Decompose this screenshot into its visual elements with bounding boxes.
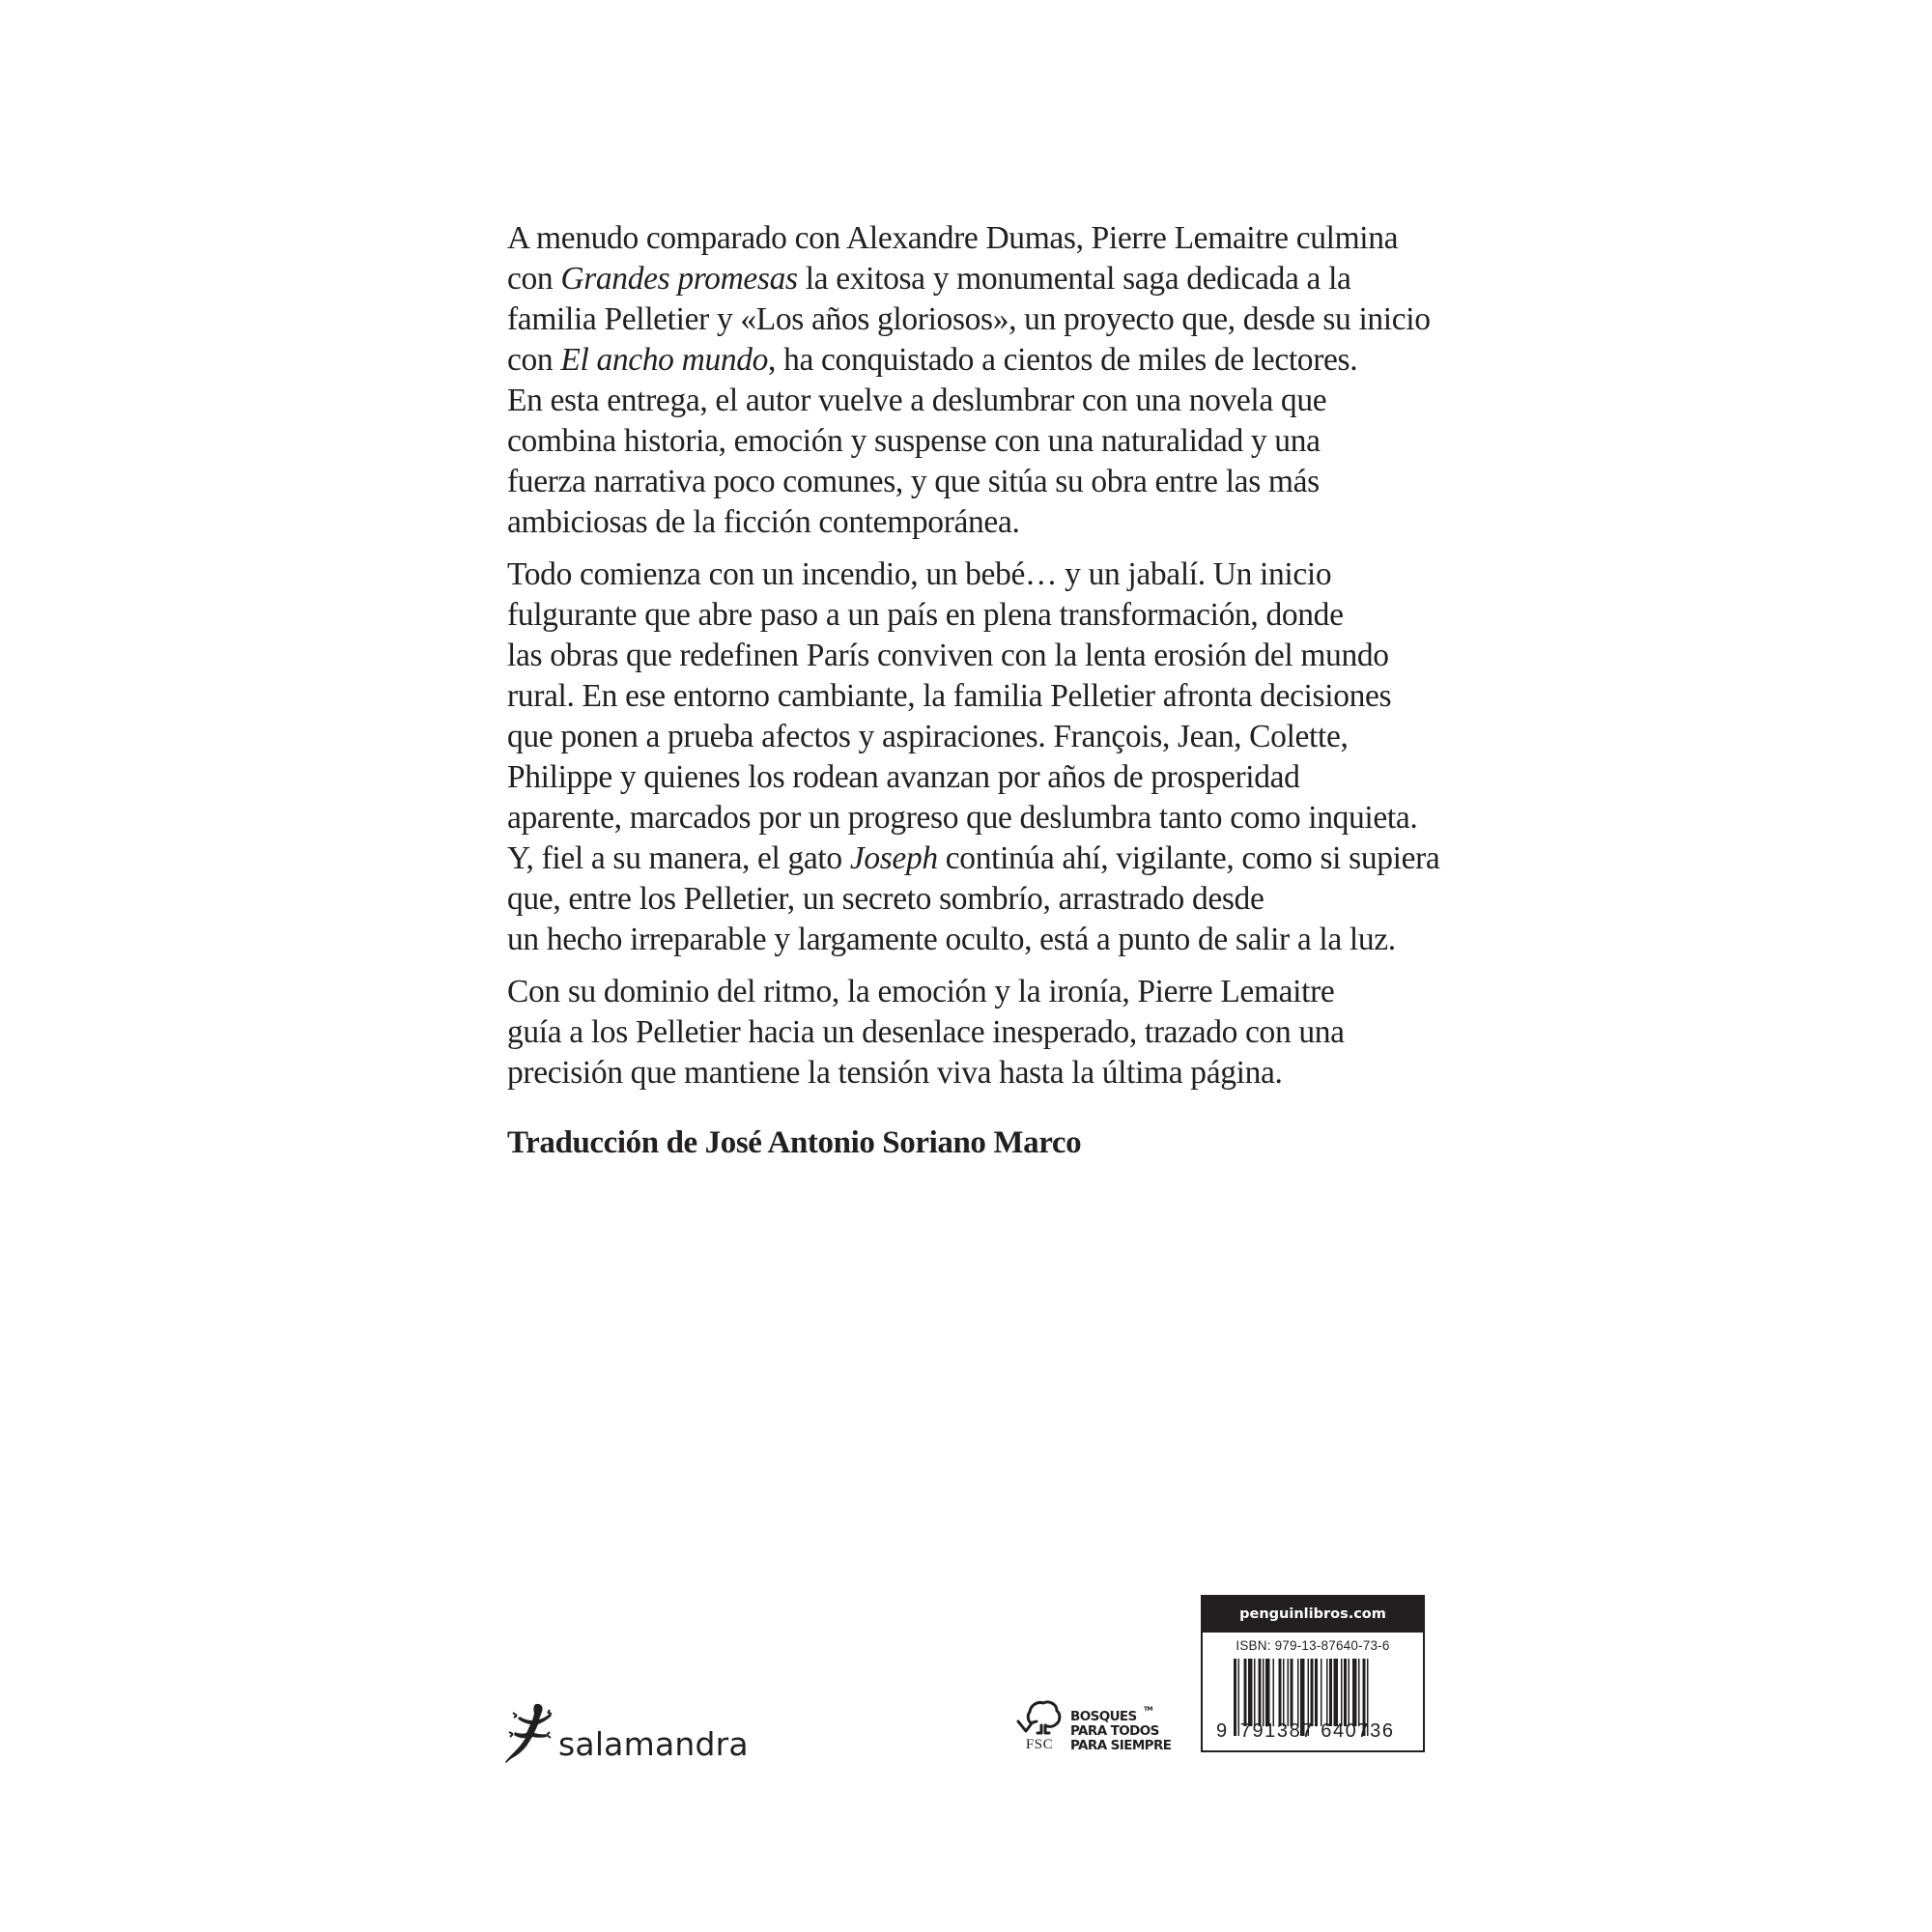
text-segment: que ponen a prueba afectos y aspiraciones. François, Jean, Colette, xyxy=(507,719,1349,754)
blurb-paragraph xyxy=(507,554,1440,960)
website-label: penguinlibros.com xyxy=(1203,1597,1423,1633)
text-segment: combina historia, emoción y suspense con una naturalidad y una xyxy=(507,423,1321,459)
text-segment: rural. En ese entorno cambiante, la familia Pelletier afronta decisiones xyxy=(507,678,1392,714)
text-segment: aparente, marcados por un progreso que deslumbra tanto como inquieta. xyxy=(507,800,1418,836)
italic-title: Grandes promesas xyxy=(560,261,798,297)
text-line xyxy=(507,636,1407,676)
text-segment: Y, fiel a su manera, el gato xyxy=(507,840,850,876)
fsc-tagline-line: PARA TODOS xyxy=(1070,1723,1159,1739)
barcode-digits xyxy=(1216,1720,1395,1743)
text-line xyxy=(507,798,1418,838)
fsc-label: FSC xyxy=(1025,1737,1054,1752)
text-line xyxy=(507,1053,1407,1094)
italic-title: El ancho mundo xyxy=(560,342,769,378)
text-segment: que, entre los Pelletier, un secreto sombrío, arrastrado desde xyxy=(507,881,1264,917)
text-line xyxy=(507,757,1407,798)
text-segment: precisión que mantiene la tensión viva hasta la última página. xyxy=(507,1055,1283,1091)
text-line xyxy=(507,717,1407,757)
text-line xyxy=(507,218,1407,259)
blurb-text xyxy=(507,218,1440,1105)
text-segment: Todo comienza con un incendio, un bebé… y un jabalí. Un inicio xyxy=(507,556,1332,592)
text-segment: En esta entrega, el autor vuelve a deslumbrar con una novela que xyxy=(507,383,1327,418)
fsc-logo xyxy=(1016,1698,1171,1753)
text-line xyxy=(507,676,1407,717)
text-line xyxy=(507,554,1407,595)
barcode-block xyxy=(1201,1595,1425,1752)
text-line xyxy=(507,340,1407,381)
blurb-paragraph xyxy=(507,218,1431,543)
text-line xyxy=(507,462,1407,502)
text-segment: las obras que redefinen París conviven con la lenta erosión del mundo xyxy=(507,638,1389,673)
text-segment: un hecho irreparable y largamente oculto, está a punto de salir a la luz. xyxy=(507,922,1396,957)
text-segment: familia Pelletier y «Los años gloriosos», un proyecto que, desde su inicio xyxy=(507,301,1431,337)
publisher-logo xyxy=(504,1702,749,1764)
text-segment: con xyxy=(507,342,561,378)
trademark-mark: TM xyxy=(1144,1706,1152,1713)
translator-credit: Traducción de José Antonio Soriano Marco xyxy=(507,1125,1082,1160)
barcode-number: 791387 640736 xyxy=(1239,1720,1395,1742)
text-line xyxy=(507,879,1407,920)
fsc-tagline xyxy=(1070,1706,1172,1753)
italic-title: Joseph xyxy=(849,840,938,876)
text-line xyxy=(507,595,1407,636)
text-segment: , ha conquistado a cientos de miles de lectores. xyxy=(768,342,1358,378)
text-segment: Philippe y quienes los rodean avanzan por años de prosperidad xyxy=(507,759,1300,795)
text-line xyxy=(507,299,1431,340)
text-segment: fulgurante que abre paso a un país en plena transformación, donde xyxy=(507,597,1344,633)
fsc-tagline-line: BOSQUES xyxy=(1070,1709,1137,1724)
salamander-icon xyxy=(504,1702,553,1764)
text-line xyxy=(507,259,1407,299)
barcode-first-digit: 9 xyxy=(1216,1720,1229,1742)
text-line xyxy=(507,1012,1407,1053)
text-line xyxy=(507,972,1407,1012)
text-segment: A menudo comparado con Alexandre Dumas, Pierre Lemaitre culmina xyxy=(507,220,1399,256)
text-segment: la exitosa y monumental saga dedicada a la xyxy=(797,261,1351,297)
text-segment: fuerza narrativa poco comunes, y que sitúa su obra entre las más xyxy=(507,464,1320,499)
text-line xyxy=(507,502,1407,543)
text-line xyxy=(507,920,1407,960)
text-line xyxy=(507,381,1407,421)
text-segment: con xyxy=(507,261,561,297)
text-line xyxy=(507,421,1407,462)
text-segment: Con su dominio del ritmo, la emoción y la ironía, Pierre Lemaitre xyxy=(507,974,1335,1009)
text-segment: ambiciosas de la ficción contemporánea. xyxy=(507,504,1020,540)
fsc-tree-check-icon xyxy=(1016,1698,1063,1739)
text-line xyxy=(507,838,1440,879)
isbn-label: ISBN: 979-13-87640-73-6 xyxy=(1236,1638,1390,1653)
text-segment: guía a los Pelletier hacia un desenlace inesperado, trazado con una xyxy=(507,1014,1345,1050)
fsc-tagline-line: PARA SIEMPRE xyxy=(1070,1738,1172,1753)
publisher-name: salamandra xyxy=(558,1724,749,1763)
text-segment: continúa ahí, vigilante, como si supiera xyxy=(937,840,1440,876)
blurb-paragraph xyxy=(507,972,1407,1094)
